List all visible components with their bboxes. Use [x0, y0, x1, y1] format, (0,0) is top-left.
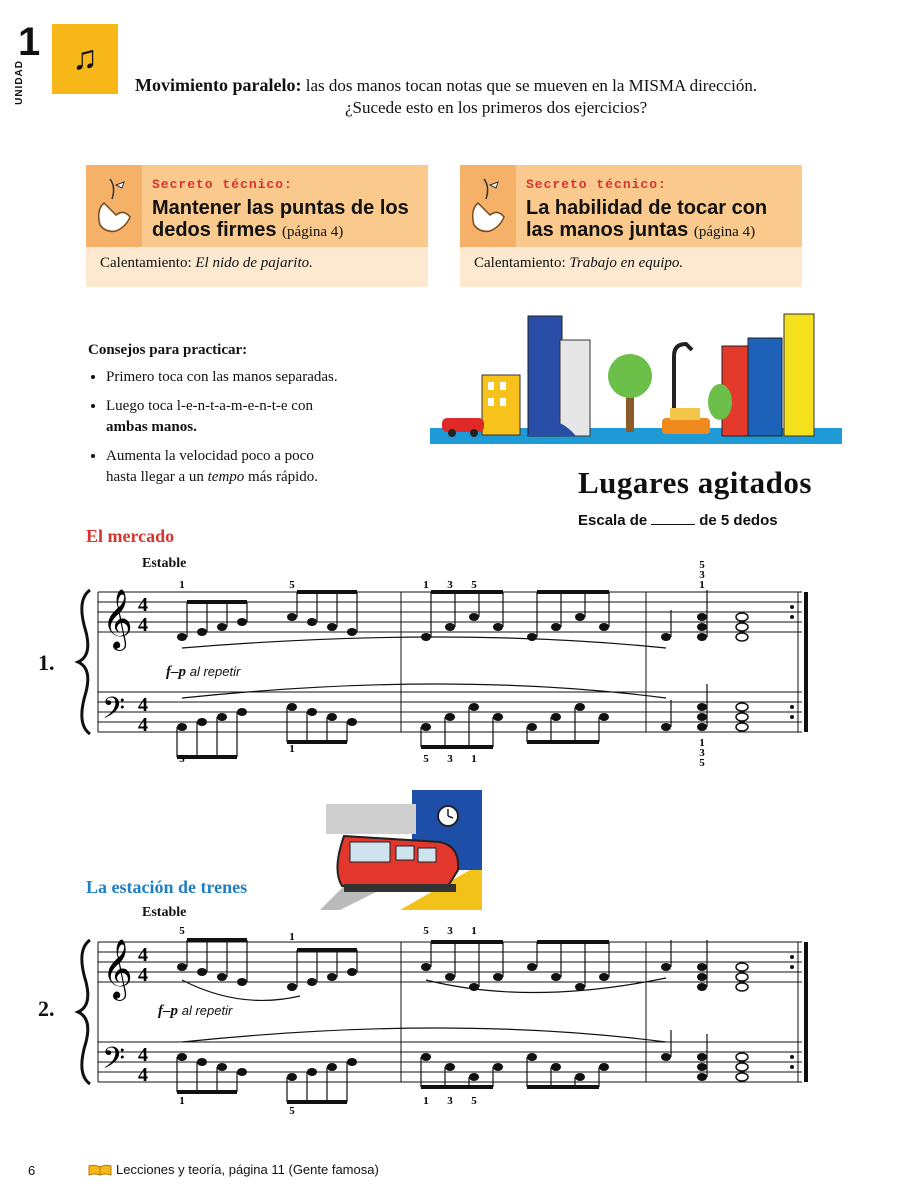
finger-number: 1 — [179, 579, 185, 591]
finger-number: 3 — [699, 569, 705, 581]
svg-text:4: 4 — [138, 714, 148, 736]
finger-number: 1 — [699, 737, 705, 749]
intro-definition: las dos manos tocan notas que se mueven en la MISMA dirección. — [305, 76, 758, 95]
intro-question: ¿Sucede esto en los primeros dos ejercicios? — [345, 98, 648, 117]
unit-number: 1 — [18, 20, 41, 64]
svg-text:4: 4 — [138, 1064, 148, 1086]
finger-number: 5 — [471, 579, 477, 591]
finger-number: 5 — [289, 579, 295, 591]
time-signature: 4 — [138, 594, 148, 616]
svg-text:𝄢: 𝄢 — [102, 1042, 126, 1083]
hand-icon — [86, 165, 142, 247]
book-reference — [88, 1162, 379, 1177]
finger-number: 3 — [699, 747, 705, 759]
finger-number: 5 — [699, 757, 705, 769]
practice-heading: Consejos para practicar: — [88, 342, 248, 358]
exercise-number: 2. — [38, 996, 55, 1021]
finger-number: 5 — [179, 753, 185, 765]
tempo-marking: Estable — [142, 905, 187, 920]
practice-tips — [88, 340, 408, 496]
tip-title: La habilidad de tocar con las manos juntas (página 4) — [526, 197, 768, 241]
finger-number: 1 — [289, 931, 295, 943]
list-item: • Primero toca con las manos separadas. — [106, 367, 408, 388]
tip-box-2 — [460, 165, 802, 287]
finger-number: 1 — [423, 579, 429, 591]
exercise-number: 1. — [38, 650, 55, 675]
hand-icon — [460, 165, 516, 247]
svg-text:4: 4 — [138, 1044, 148, 1066]
grand-staff-2 — [70, 910, 820, 1115]
finger-number: 3 — [447, 925, 453, 937]
finger-number: 5 — [423, 753, 429, 765]
reference-text: Lecciones y teoría, página 11 (Gente famosa) — [116, 1162, 379, 1177]
intro-text — [135, 74, 855, 119]
finger-number: 5 — [423, 925, 429, 937]
tip-title: Mantener las puntas de los dedos firmes (página 4) — [152, 197, 409, 241]
train-illustration — [320, 790, 485, 910]
finger-number: 5 — [289, 1105, 295, 1115]
dynamic-marking: f–p al repetir — [166, 664, 241, 680]
tip-kicker: Secreto técnico: — [152, 177, 293, 192]
city-illustration — [430, 310, 842, 450]
unit-label: UNIDAD — [14, 60, 25, 105]
dynamic-marking: f–p al repetir — [158, 1003, 233, 1019]
svg-text:4: 4 — [138, 614, 148, 636]
book-icon — [88, 1164, 112, 1176]
svg-text:4: 4 — [138, 694, 148, 716]
finger-number: 1 — [289, 743, 295, 755]
list-item: • Luego toca l-e-n-t-a-m-e-n-t-e con ambas manos. — [106, 396, 408, 438]
list-item: • Aumenta la velocidad poco a poco hasta llegar a un tempo más rápido. — [106, 446, 408, 488]
finger-number: 1 — [471, 925, 477, 937]
section-title-1: El mercado — [86, 526, 175, 546]
svg-text:𝄢: 𝄢 — [102, 692, 126, 733]
finger-number: 3 — [447, 753, 453, 765]
tempo-marking: Estable — [142, 556, 187, 571]
finger-number: 5 — [179, 925, 185, 937]
tip-box-1 — [86, 165, 428, 287]
finger-number: 1 — [423, 1095, 429, 1107]
svg-text:𝄞: 𝄞 — [102, 589, 133, 649]
finger-number: 1 — [179, 1095, 185, 1107]
time-signature: 4 — [138, 944, 148, 966]
tip-warmup: Calentamiento: Trabajo en equipo. — [474, 255, 684, 271]
tip-kicker: Secreto técnico: — [526, 177, 667, 192]
intro-term: Movimiento paralelo: — [135, 75, 302, 95]
section-title-2: La estación de trenes — [86, 877, 248, 897]
finger-number: 5 — [471, 1095, 477, 1107]
eighth-notes-icon: ♫ — [52, 24, 118, 94]
grand-staff-1 — [70, 560, 820, 775]
finger-number: 1 — [699, 579, 705, 591]
svg-text:4: 4 — [138, 964, 148, 986]
page-number: 6 — [28, 1163, 36, 1178]
finger-number: 1 — [471, 753, 477, 765]
tip-warmup: Calentamiento: El nido de pajarito. — [100, 255, 313, 271]
finger-number: 5 — [699, 560, 705, 571]
svg-text:𝄞: 𝄞 — [102, 939, 133, 999]
finger-number: 3 — [447, 579, 453, 591]
finger-number: 3 — [447, 1095, 453, 1107]
scale-label: Escala de de 5 dedos — [578, 512, 778, 529]
piece-title: Lugares agitados — [578, 465, 812, 500]
